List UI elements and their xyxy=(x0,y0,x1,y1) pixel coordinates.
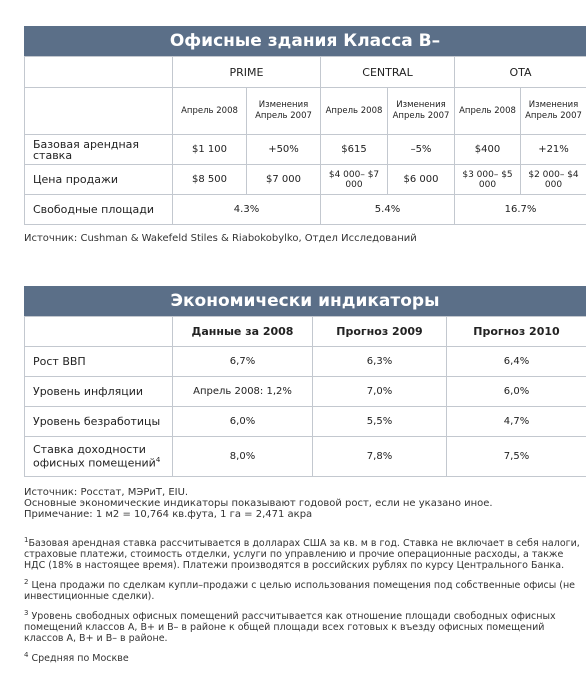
econ-table xyxy=(24,316,586,477)
table-row xyxy=(25,195,586,225)
row-label: Свободные площади xyxy=(25,195,173,225)
table-cell: +50% xyxy=(247,135,321,165)
table-cell: $3 000– $5 000 xyxy=(455,165,521,195)
table-row xyxy=(25,135,586,165)
footnote xyxy=(24,535,586,571)
table-cell: 6,0% xyxy=(173,407,313,437)
empty-corner xyxy=(25,88,173,135)
table-cell: $400 xyxy=(455,135,521,165)
table-cell: 5.4% xyxy=(321,195,455,225)
table-cell: 6,3% xyxy=(313,347,447,377)
table-row xyxy=(25,377,586,407)
table-cell: $615 xyxy=(321,135,388,165)
table-cell: Апрель 2008: 1,2% xyxy=(173,377,313,407)
table-row xyxy=(25,437,586,477)
group-header-prime: PRIME xyxy=(173,57,321,88)
column-header: Прогноз 2009 xyxy=(313,317,447,347)
table-cell: 6,7% xyxy=(173,347,313,377)
footnote-text: Цена продажи по сделкам купли–продажи с целью использования помещения под собственные офисы (не инвестиционные сделки). xyxy=(24,580,576,603)
office-table-title: Офисные здания Класса B– xyxy=(24,26,586,56)
table-cell: 7,8% xyxy=(313,437,447,477)
source-line: Основные экономические индикаторы показывают годовой рост, если не указано иное. xyxy=(24,498,493,509)
table-cell: $1 100 xyxy=(173,135,247,165)
row-label-text: Ставка доходности офисных помещений xyxy=(33,443,156,470)
subheader-change: Изменения Апрель 2007 xyxy=(388,88,455,135)
footnote-number: 3 xyxy=(24,609,29,618)
row-label: Уровень инфляции xyxy=(25,377,173,407)
table-cell: 7,5% xyxy=(447,437,586,477)
table-row xyxy=(25,407,586,437)
table-cell: $7 000 xyxy=(247,165,321,195)
row-label: Уровень безработицы xyxy=(25,407,173,437)
empty-corner xyxy=(25,317,173,347)
table-cell: $4 000– $7 000 xyxy=(321,165,388,195)
table-cell: 5,5% xyxy=(313,407,447,437)
table-cell: $2 000– $4 000 xyxy=(521,165,586,195)
footnote-text: Средняя по Москве xyxy=(31,653,129,665)
table-cell: 6,0% xyxy=(447,377,586,407)
subheader-april: Апрель 2008 xyxy=(173,88,247,135)
footnote-text: Уровень свободных офисных помещений рассчитывается как отношение площади свободных офисных помещений классов А, В+ и В– в районе к общей площади всех готовых к въезду офисных помещений классов А, В+ и В– в районе. xyxy=(24,611,556,645)
table-cell: 16.7% xyxy=(455,195,586,225)
row-label xyxy=(25,437,173,477)
footnote xyxy=(24,650,586,664)
econ-source xyxy=(24,487,493,520)
empty-corner xyxy=(25,57,173,88)
subheader-change: Изменения Апрель 2007 xyxy=(521,88,586,135)
table-cell: 8,0% xyxy=(173,437,313,477)
subheader-change: Изменения Апрель 2007 xyxy=(247,88,321,135)
group-header-central: CENTRAL xyxy=(321,57,455,88)
footnote-number: 4 xyxy=(24,651,29,660)
table-row xyxy=(25,165,586,195)
source-line: Источник: Росстат, МЭРиТ, EIU. xyxy=(24,487,189,498)
table-row xyxy=(25,347,586,377)
table-cell: $6 000 xyxy=(388,165,455,195)
econ-table-title: Экономически индикаторы xyxy=(24,286,586,316)
row-label: Базовая арендная ставка xyxy=(25,135,173,165)
subheader-april: Апрель 2008 xyxy=(455,88,521,135)
footnote-ref: 4 xyxy=(155,456,161,465)
office-source: Источник: Cushman & Wakefeld Stiles & Riabokobylko, Отдел Исследований xyxy=(24,233,417,244)
table-cell: 6,4% xyxy=(447,347,586,377)
column-header: Прогноз 2010 xyxy=(447,317,586,347)
row-label: Цена продажи xyxy=(25,165,173,195)
table-cell: 7,0% xyxy=(313,377,447,407)
table-cell: 4.3% xyxy=(173,195,321,225)
office-table xyxy=(24,56,586,225)
footnote-number: 1 xyxy=(24,536,29,544)
footnote-number: 2 xyxy=(24,578,29,587)
footnote xyxy=(24,608,586,644)
table-cell: 4,7% xyxy=(447,407,586,437)
row-label: Рост ВВП xyxy=(25,347,173,377)
table-cell: $8 500 xyxy=(173,165,247,195)
subheader-april: Апрель 2008 xyxy=(321,88,388,135)
table-cell: +21% xyxy=(521,135,586,165)
footnotes xyxy=(24,535,586,671)
column-header: Данные за 2008 xyxy=(173,317,313,347)
footnote xyxy=(24,577,586,602)
source-line: Примечание: 1 м2 = 10,764 кв.фута, 1 га = 2,471 акра xyxy=(24,509,313,520)
group-header-ota: OTA xyxy=(455,57,586,88)
footnote-text: Базовая арендная ставка рассчитывается в долларах США за кв. м в год. Ставка не включает в себя налоги, страховые платежи, стоимость отделки, услуги по управлению и прочие операционные расходы, а также НДС (18% в настоящее время). Платежи производятся в российских рублях по курсу Центрального Банка. xyxy=(24,538,580,572)
table-cell: –5% xyxy=(388,135,455,165)
